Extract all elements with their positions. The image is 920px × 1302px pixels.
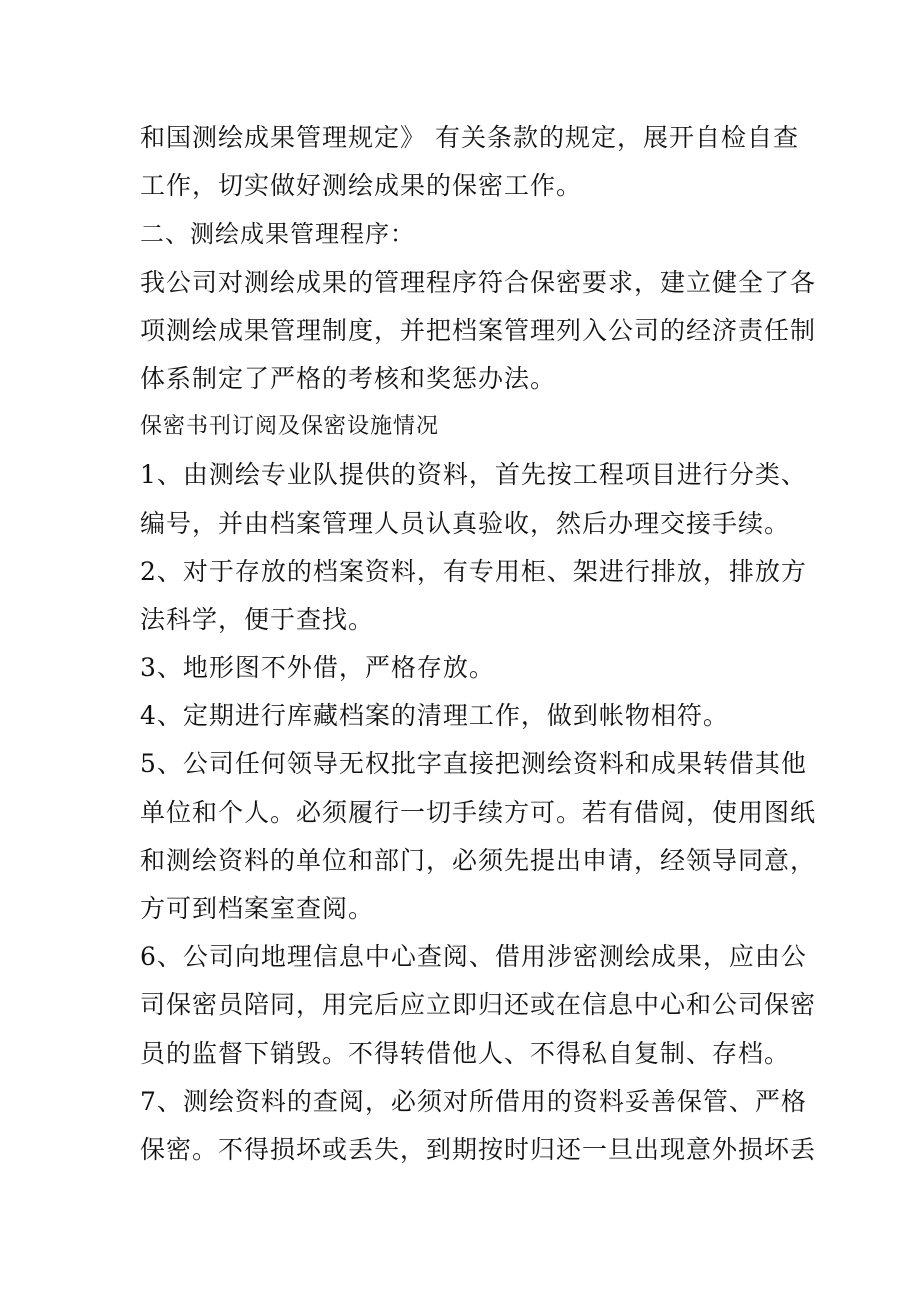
text-line: 我公司对测绘成果的管理程序符合保密要求，建立健全了各 [140,267,817,297]
text-line: 1、由测绘专业队提供的资料，首先按工程项目进行分类、 [140,460,807,490]
text-line: 编号，并由档案管理人员认真验收，然后办理交接手续。 [140,508,791,538]
text-line: 2、对于存放的档案资料，有专用柜、架进行排放，排放方 [140,556,807,586]
text-line: 司保密员陪同，用完后应立即归还或在信息中心和公司保密 [140,990,817,1020]
text-line: 7、测绘资料的查阅，必须对所借用的资料妥善保管、严格 [140,1086,807,1116]
text-line: 和国测绘成果管理规定》 有关条款的规定，展开自检自查 [140,123,799,152]
document-body [140,114,817,1174]
text-line: 项测绘成果管理制度，并把档案管理列入公司的经济责任制 [140,315,817,345]
text-line: 工作，切实做好测绘成果的保密工作。 [140,171,583,201]
subsection-heading: 保密书刊订阅及保密设施情况 [140,414,440,440]
text-line: 体系制定了严格的考核和奖惩办法。 [140,363,557,393]
text-line: 法科学，便于查找。 [140,604,375,634]
text-line: 和测绘资料的单位和部门，必须先提出申请，经领导同意， [140,845,817,875]
text-line: 保密。不得损坏或丢失，到期按时归还一旦出现意外损坏丢 [140,1134,817,1164]
text-line: 6、公司向地理信息中心查阅、借用涉密测绘成果，应由公 [140,942,807,972]
text-line: 方可到档案室查阅。 [140,894,375,923]
text-line: 5、公司任何领导无权批字直接把测绘资料和成果转借其他 [140,749,807,779]
section-heading: 二、测绘成果管理程序： [140,220,415,249]
text-line: 4、定期进行库藏档案的清理工作，做到帐物相符。 [140,701,729,731]
text-line: 3、地形图不外借，严格存放。 [140,653,495,683]
text-line: 单位和个人。必须履行一切手续方可。若有借阅，使用图纸 [140,797,817,827]
text-line: 员的监督下销毁。不得转借他人、不得私自复制、存档。 [140,1038,791,1068]
